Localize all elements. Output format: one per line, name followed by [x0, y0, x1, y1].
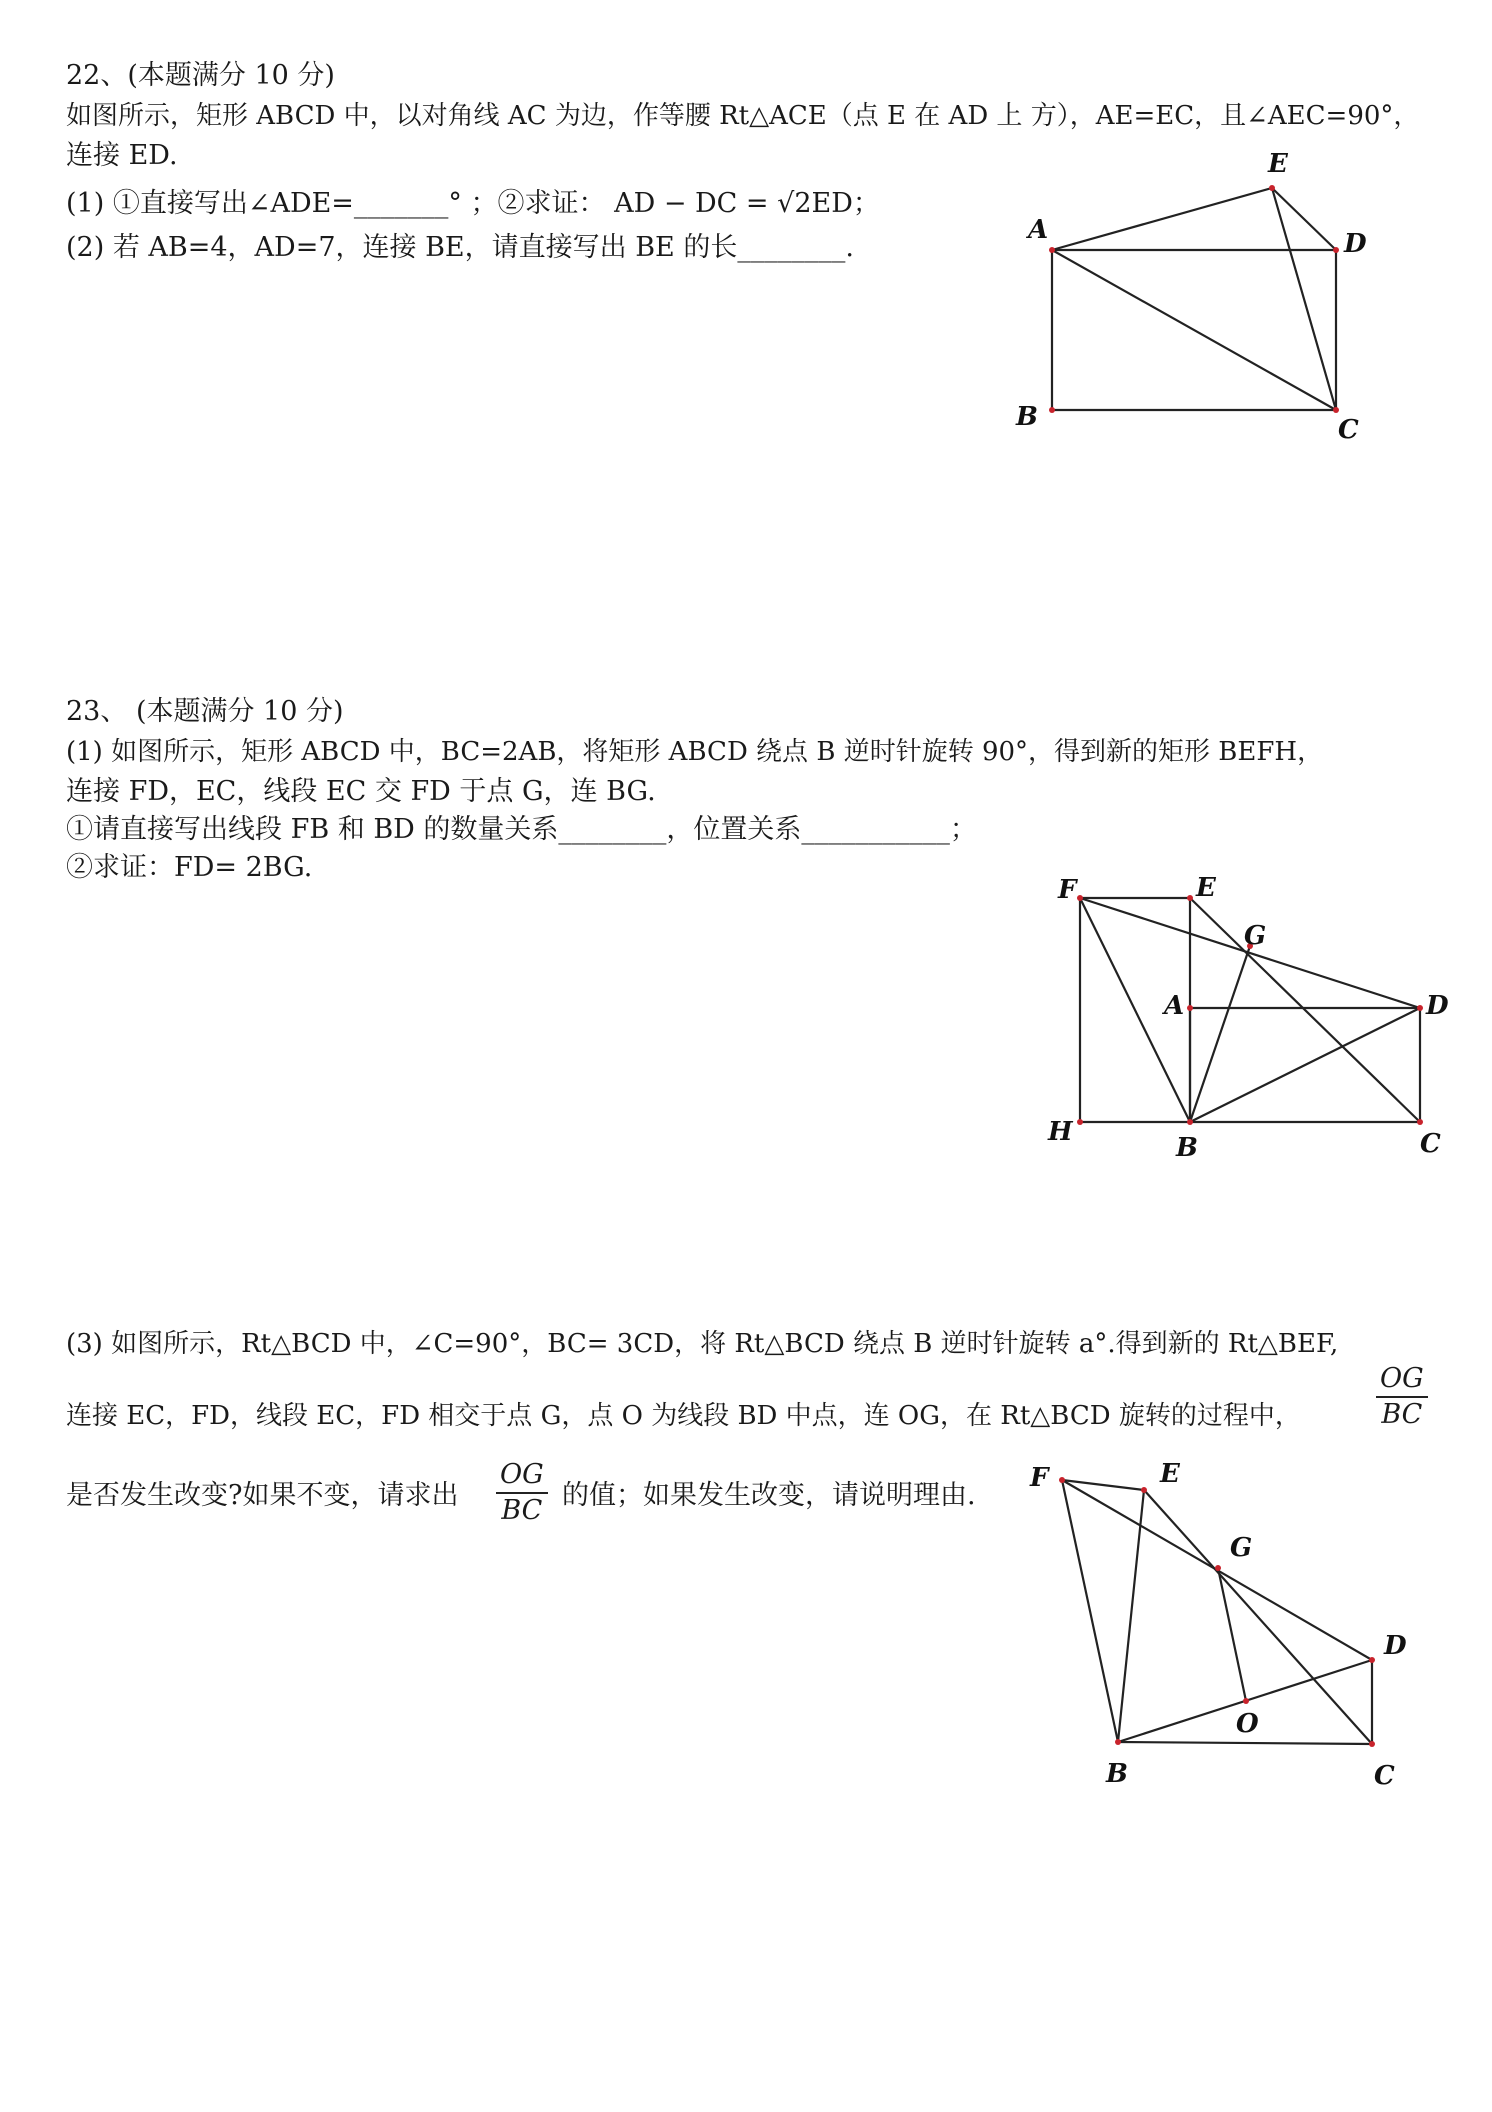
fraction-denominator: BC: [1381, 1399, 1423, 1430]
label-o: O: [1236, 1709, 1259, 1739]
label-e: E: [1268, 149, 1288, 179]
segment-bf: [1062, 1480, 1118, 1742]
q22-part1: (1) ①直接写出∠ADE=_______° ；②求证： AD − DC = √2ED；: [66, 188, 880, 219]
label-g: G: [1230, 1533, 1253, 1563]
fraction-numerator: OG: [1376, 1362, 1428, 1398]
label-f: F: [1058, 875, 1077, 905]
segment-ac: [1052, 250, 1336, 410]
q23-header: 23、 (本题满分 10 分): [66, 696, 344, 727]
label-c: C: [1374, 1761, 1395, 1791]
q22-part2: (2) 若 AB=4，AD=7，连接 BE，请直接写出 BE 的长________.: [66, 232, 854, 263]
label-a: A: [1028, 215, 1049, 245]
label-d: D: [1384, 1631, 1407, 1661]
fraction-denominator: BC: [501, 1495, 543, 1526]
fraction-og-bc-2: [496, 1458, 548, 1528]
q22-stem-line2: 连接 ED.: [66, 140, 178, 171]
q22-figure: [990, 135, 1390, 455]
label-b: B: [1176, 1133, 1198, 1163]
segment-fd: [1080, 898, 1420, 1008]
q23-part3-line3: [66, 1478, 458, 1514]
q23-part1-line4: ②求证：FD= 2BG.: [66, 852, 313, 883]
fraction-og-bc-1: [1376, 1362, 1428, 1432]
segment-ef: [1062, 1480, 1144, 1490]
q22-header: 22、(本题满分 10 分): [66, 60, 335, 91]
label-g: G: [1244, 921, 1267, 951]
q23-part1-line3: ①请直接写出线段 FB 和 BD 的数量关系________，位置关系___________；: [66, 814, 977, 845]
fraction-numerator: OG: [496, 1458, 548, 1494]
segment-ec: [1144, 1490, 1372, 1744]
label-d: D: [1426, 991, 1449, 1021]
segment-ec: [1190, 898, 1420, 1122]
q22-stem-line1: 如图所示，矩形 ABCD 中，以对角线 AC 为边，作等腰 Rt△ACE（点 E 在 AD 上 方），AE=EC，且∠AEC=90°，: [66, 101, 1420, 131]
q23-part3-line3-pre: 是否发生改变?如果不变，请求出: [66, 1480, 459, 1511]
label-f: F: [1030, 1463, 1049, 1493]
label-c: C: [1420, 1129, 1441, 1159]
label-b: B: [1016, 402, 1038, 432]
segment-bc: [1118, 1742, 1372, 1744]
segment-bd: [1190, 1008, 1420, 1122]
label-b: B: [1106, 1759, 1128, 1789]
segment-ec: [1272, 188, 1336, 410]
label-d: D: [1344, 229, 1367, 259]
label-c: C: [1338, 415, 1359, 445]
label-e: E: [1196, 873, 1216, 903]
segment-be: [1118, 1490, 1144, 1742]
q23-part3-line2-text: 连接 EC，FD，线段 EC，FD 相交于点 G，点 O 为线段 BD 中点，连 OG，在 Rt△BCD 旋转的过程中，: [66, 1401, 1301, 1431]
label-h: H: [1048, 1117, 1073, 1147]
label-a: A: [1164, 991, 1185, 1021]
q23-part1-line2: 连接 FD，EC，线段 EC 交 FD 于点 G，连 BG.: [66, 776, 656, 807]
q23-part3-line1: (3) 如图所示，Rt△BCD 中，∠C=90°，BC= 3CD，将 Rt△BCD 绕点 B 逆时针旋转 a°.得到新的 Rt△BEF,: [66, 1329, 1339, 1359]
q23-figure3: [1010, 1440, 1450, 1800]
segment-ae: [1052, 188, 1272, 250]
label-e: E: [1160, 1459, 1180, 1489]
q23-figure1: [1040, 870, 1460, 1170]
q23-part1-line1: (1) 如图所示，矩形 ABCD 中，BC=2AB，将矩形 ABCD 绕点 B 逆时针旋转 90°，得到新的矩形 BEFH，: [66, 737, 1324, 767]
q23-part3-line3-post: 的值；如果发生改变，请说明理由.: [562, 1480, 976, 1511]
